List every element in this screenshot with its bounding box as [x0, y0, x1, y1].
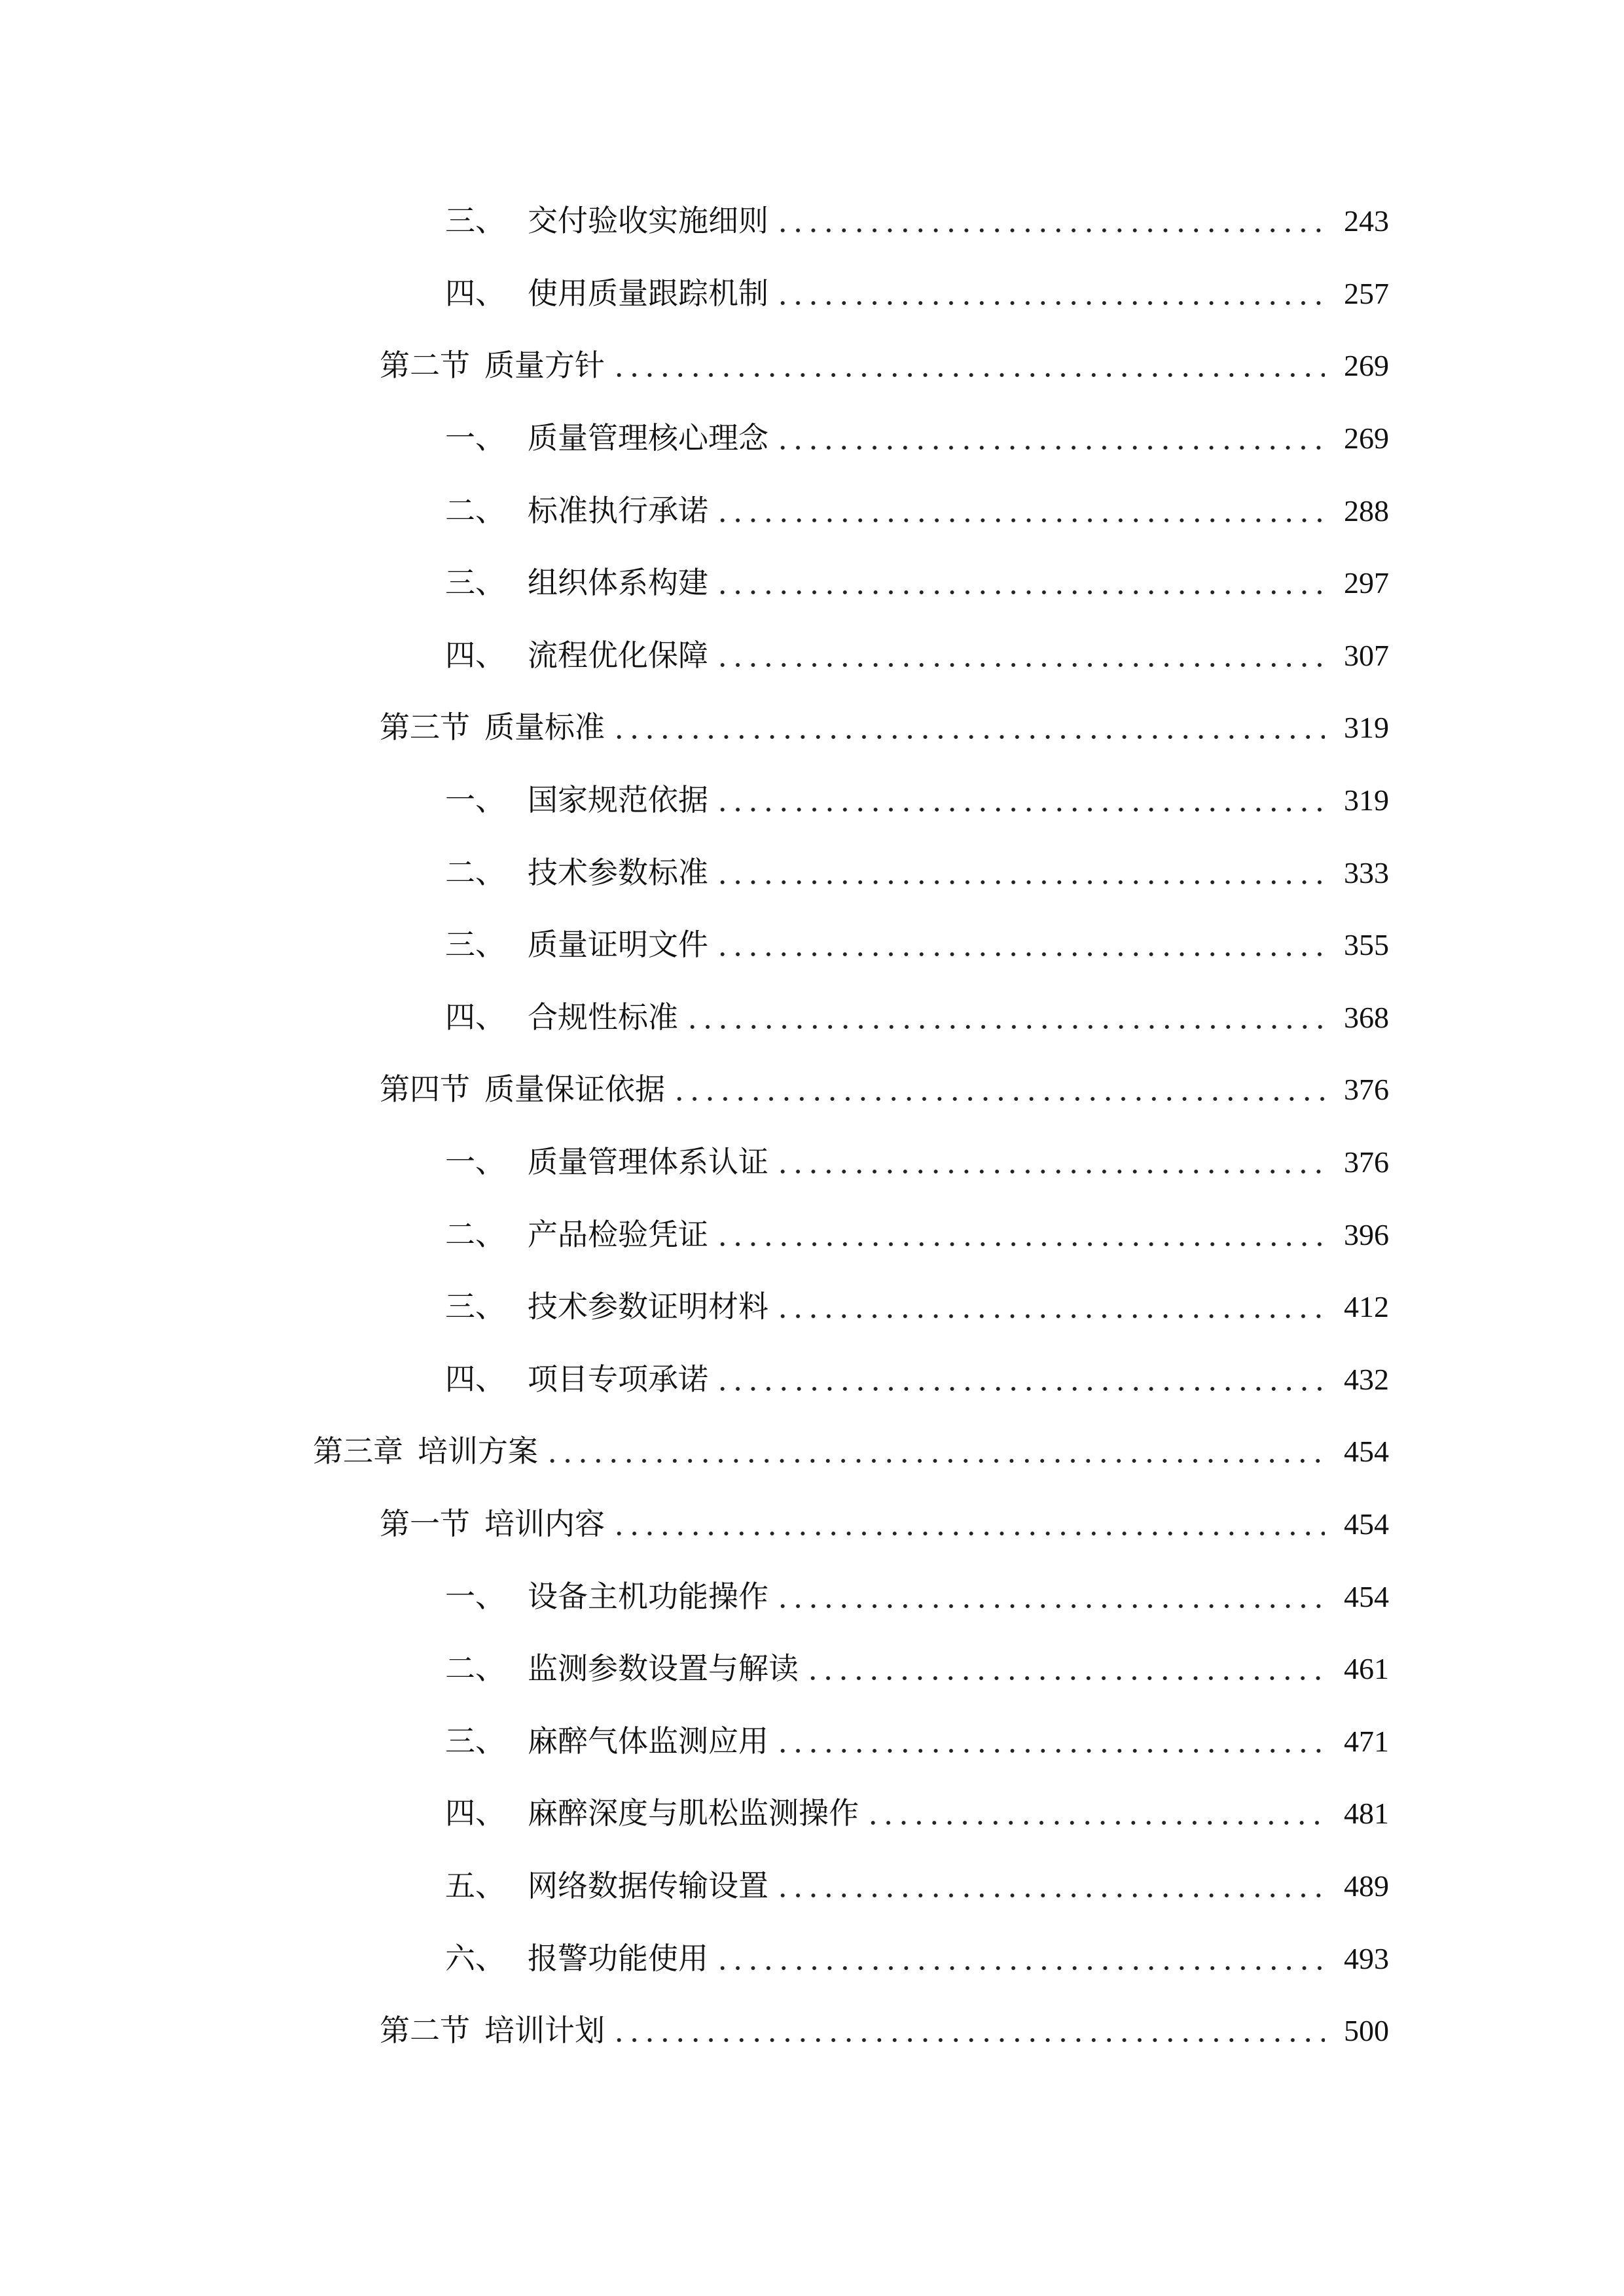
toc-entry-number: 三、: [445, 566, 505, 600]
toc-entry-title: 国家规范依据: [528, 783, 708, 817]
toc-entry-title: 流程优化保障: [528, 638, 708, 672]
toc-item-entry[interactable]: [0, 475, 1624, 547]
toc-entry-title: 组织体系构建: [528, 566, 708, 600]
toc-entry-page-number: 333: [1344, 855, 1389, 889]
toc-entry-title: 培训计划: [484, 2014, 605, 2048]
toc-item-entry[interactable]: [0, 1633, 1624, 1706]
toc-entry-title: 技术参数标准: [528, 855, 708, 889]
toc-entry-title: 质量保证依据: [484, 1073, 665, 1107]
toc-entry-page-number: 500: [1344, 2014, 1389, 2048]
dot-leader: [672, 1075, 1325, 1105]
toc-entry-page-number: 454: [1344, 1435, 1389, 1469]
toc-entry-title: 质量方针: [484, 349, 605, 383]
toc-section-entry[interactable]: [0, 692, 1624, 764]
toc-entry-number: 第一节: [380, 1507, 470, 1541]
toc-entry-page-number: 288: [1344, 493, 1389, 528]
toc-item-entry[interactable]: [0, 403, 1624, 475]
toc-item-entry[interactable]: [0, 1344, 1624, 1416]
toc-item-entry[interactable]: [0, 1705, 1624, 1778]
toc-entry-page-number: 376: [1344, 1145, 1389, 1179]
toc-entry-number: 三、: [445, 1724, 505, 1758]
toc-entry-title: 技术参数证明材料: [528, 1290, 768, 1324]
toc-item-entry[interactable]: [0, 1198, 1624, 1271]
toc-item-entry[interactable]: [0, 620, 1624, 692]
toc-entry-number: 一、: [445, 783, 505, 817]
toc-entry-page-number: 307: [1344, 638, 1389, 672]
toc-entry-page-number: 243: [1344, 204, 1389, 238]
dot-leader: [715, 568, 1325, 598]
toc-entry-number: 二、: [445, 855, 505, 889]
dot-leader: [775, 279, 1325, 309]
toc-section-entry[interactable]: [0, 1488, 1624, 1561]
toc-item-entry[interactable]: [0, 1560, 1624, 1633]
toc-entry-title: 设备主机功能操作: [528, 1579, 768, 1613]
toc-item-entry[interactable]: [0, 909, 1624, 982]
toc-item-entry[interactable]: [0, 1850, 1624, 1923]
toc-entry-number: 第四节: [380, 1073, 470, 1107]
dot-leader: [715, 930, 1325, 960]
dot-leader: [775, 1727, 1325, 1757]
toc-entry-page-number: 368: [1344, 1000, 1389, 1034]
toc-item-entry[interactable]: [0, 1126, 1624, 1199]
dot-leader: [775, 206, 1325, 236]
toc-entry-number: 第三章: [313, 1435, 403, 1469]
dot-leader: [805, 1654, 1325, 1684]
dot-leader: [865, 1799, 1325, 1829]
dot-leader: [715, 785, 1325, 816]
dot-leader: [611, 351, 1325, 381]
toc-entry-page-number: 297: [1344, 566, 1389, 600]
toc-entry-title: 产品检验凭证: [528, 1217, 708, 1251]
toc-section-entry[interactable]: [0, 1995, 1624, 2068]
dot-leader: [611, 2016, 1325, 2046]
toc-entry-page-number: 257: [1344, 276, 1389, 310]
toc-entry-title: 质量证明文件: [528, 928, 708, 962]
toc-section-entry[interactable]: [0, 1054, 1624, 1126]
dot-leader: [775, 423, 1325, 454]
toc-entry-title: 标准执行承诺: [528, 493, 708, 528]
dot-leader: [715, 496, 1325, 526]
dot-leader: [611, 1509, 1325, 1539]
toc-entry-title: 质量标准: [484, 711, 605, 745]
toc-entry-title: 交付验收实施细则: [528, 204, 768, 238]
toc-item-entry[interactable]: [0, 258, 1624, 331]
toc-entry-title: 网络数据传输设置: [528, 1869, 768, 1903]
toc-entry-title: 质量管理核心理念: [528, 422, 768, 456]
toc-item-entry[interactable]: [0, 185, 1624, 258]
toc-entry-number: 四、: [445, 1362, 505, 1396]
toc-item-entry[interactable]: [0, 764, 1624, 837]
toc-entry-number: 一、: [445, 422, 505, 456]
toc-chapter-entry[interactable]: [0, 1416, 1624, 1488]
toc-entry-title: 监测参数设置与解读: [528, 1652, 799, 1686]
dot-leader: [715, 858, 1325, 888]
toc-section-entry[interactable]: [0, 330, 1624, 403]
toc-entry-title: 培训内容: [484, 1507, 605, 1541]
toc-entry-page-number: 461: [1344, 1652, 1389, 1686]
toc-entry-page-number: 454: [1344, 1579, 1389, 1613]
toc-entry-title: 项目专项承诺: [528, 1362, 708, 1396]
dot-leader: [775, 1147, 1325, 1177]
toc-entry-page-number: 319: [1344, 783, 1389, 817]
dot-leader: [775, 1871, 1325, 1901]
toc-entry-page-number: 454: [1344, 1507, 1389, 1541]
toc-entry-page-number: 481: [1344, 1797, 1389, 1831]
toc-entry-number: 二、: [445, 1217, 505, 1251]
toc-entry-title: 报警功能使用: [528, 1941, 708, 1975]
toc-entry-number: 二、: [445, 493, 505, 528]
toc-entry-number: 四、: [445, 1797, 505, 1831]
toc-entry-page-number: 493: [1344, 1941, 1389, 1975]
toc-entry-page-number: 412: [1344, 1290, 1389, 1324]
toc-entry-number: 四、: [445, 276, 505, 310]
dot-leader: [685, 1003, 1325, 1033]
toc-entry-number: 第二节: [380, 349, 470, 383]
toc-item-entry[interactable]: [0, 547, 1624, 620]
toc-entry-number: 五、: [445, 1869, 505, 1903]
toc-item-entry[interactable]: [0, 982, 1624, 1054]
toc-entry-number: 二、: [445, 1652, 505, 1686]
dot-leader: [715, 641, 1325, 671]
toc-item-entry[interactable]: [0, 836, 1624, 909]
toc-entry-page-number: 269: [1344, 422, 1389, 456]
dot-leader: [775, 1292, 1325, 1322]
toc-entry-number: 四、: [445, 638, 505, 672]
dot-leader: [715, 1944, 1325, 1974]
toc-entry-title: 麻醉深度与肌松监测操作: [528, 1797, 859, 1831]
toc-entry-number: 第三节: [380, 711, 470, 745]
toc-entry-title: 麻醉气体监测应用: [528, 1724, 768, 1758]
toc-entry-number: 一、: [445, 1579, 505, 1613]
dot-leader: [775, 1582, 1325, 1612]
toc-entry-title: 使用质量跟踪机制: [528, 276, 768, 310]
dot-leader: [715, 1365, 1325, 1395]
toc-entry-number: 一、: [445, 1145, 505, 1179]
dot-leader: [611, 713, 1325, 743]
toc-entry-number: 第二节: [380, 2014, 470, 2048]
table-of-contents: [0, 185, 1624, 2067]
toc-entry-page-number: 319: [1344, 711, 1389, 745]
toc-entry-number: 三、: [445, 928, 505, 962]
toc-entry-page-number: 471: [1344, 1724, 1389, 1758]
toc-entry-page-number: 269: [1344, 349, 1389, 383]
toc-entry-title: 质量管理体系认证: [528, 1145, 768, 1179]
toc-entry-title: 培训方案: [418, 1435, 538, 1469]
toc-entry-page-number: 432: [1344, 1362, 1389, 1396]
toc-item-entry[interactable]: [0, 1271, 1624, 1344]
toc-entry-number: 六、: [445, 1941, 505, 1975]
dot-leader: [715, 1220, 1325, 1250]
toc-entry-page-number: 376: [1344, 1073, 1389, 1107]
toc-entry-page-number: 355: [1344, 928, 1389, 962]
toc-entry-title: 合规性标准: [528, 1000, 678, 1034]
toc-entry-page-number: 489: [1344, 1869, 1389, 1903]
toc-entry-number: 三、: [445, 204, 505, 238]
toc-entry-number: 三、: [445, 1290, 505, 1324]
toc-item-entry[interactable]: [0, 1922, 1624, 1995]
toc-entry-page-number: 396: [1344, 1217, 1389, 1251]
toc-item-entry[interactable]: [0, 1778, 1624, 1850]
dot-leader: [545, 1437, 1325, 1467]
toc-entry-number: 四、: [445, 1000, 505, 1034]
